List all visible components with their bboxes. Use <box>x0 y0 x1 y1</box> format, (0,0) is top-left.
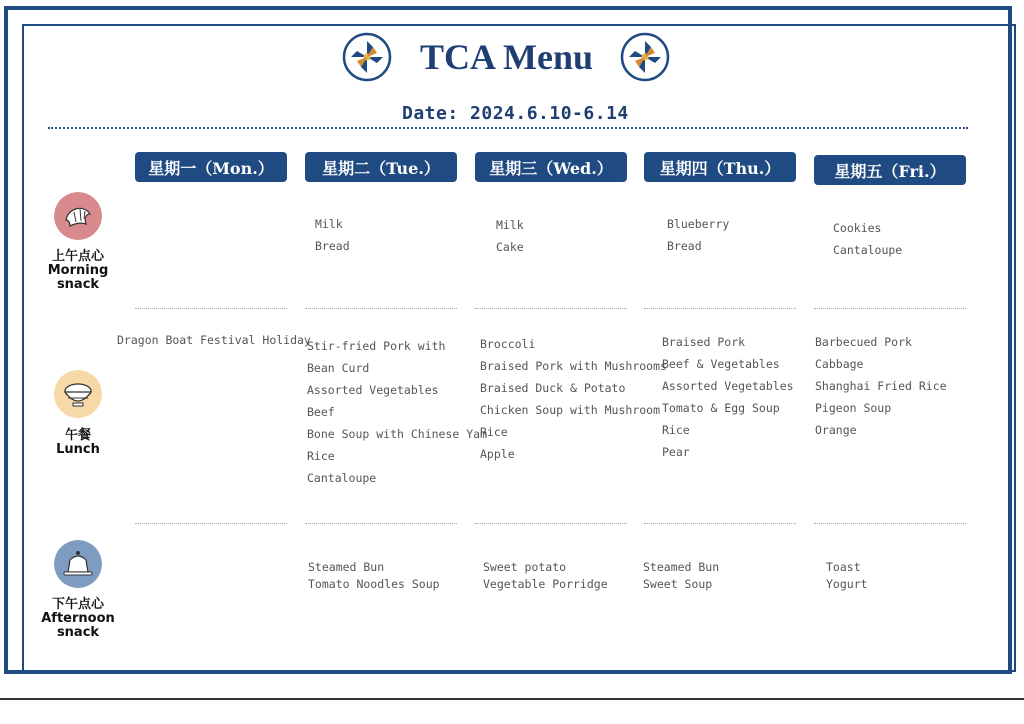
menu-item: Beef <box>307 405 335 419</box>
rice-bowl-icon <box>54 370 102 418</box>
menu-item: Braised Duck & Potato <box>480 381 626 395</box>
page-divider <box>0 698 1024 700</box>
row-separator <box>475 308 627 309</box>
afternoon-snack-wed <box>483 559 608 593</box>
menu-item: Cantaloupe <box>307 471 377 485</box>
morning-snack-en2: snack <box>56 277 100 292</box>
row-separator <box>135 308 287 309</box>
menu-item: Steamed Bun <box>308 560 385 574</box>
morning-snack-label <box>30 250 126 292</box>
row-separator <box>475 523 627 524</box>
menu-item: Orange <box>815 423 857 437</box>
menu-item: Assorted Vegetables <box>307 383 439 397</box>
menu-item: Toast <box>826 560 861 574</box>
menu-item: Rice <box>307 449 335 463</box>
row-separator <box>644 523 796 524</box>
menu-item: Rice <box>480 425 508 439</box>
afternoon-snack-tue <box>308 559 440 593</box>
row-separator <box>305 523 457 524</box>
menu-item: Braised Pork with Mushrooms <box>480 359 667 373</box>
menu-item: Sweet Soup <box>643 577 713 591</box>
menu-item: Vegetable Porridge <box>483 577 608 591</box>
day-header-mon: 星期一（Mon.） <box>135 152 287 182</box>
menu-item: Bread <box>315 239 350 253</box>
afternoon-snack-fri <box>826 559 868 593</box>
menu-item: Milk <box>315 217 343 231</box>
menu-item: Pear <box>662 445 690 459</box>
morning-snack-fri <box>833 217 902 261</box>
menu-item: Pigeon Soup <box>815 401 892 415</box>
day-header-tue: 星期二（Tue.） <box>305 152 457 182</box>
menu-item: Bean Curd <box>307 361 370 375</box>
menu-item: Cookies <box>833 221 882 235</box>
afternoon-snack-thu <box>643 559 719 593</box>
lunch-fri <box>815 331 947 441</box>
afternoon-snack-label <box>30 598 126 640</box>
lunch-label <box>30 429 126 457</box>
row-separator <box>305 308 457 309</box>
menu-item: Shanghai Fried Rice <box>815 379 947 393</box>
day-header-wed: 星期三（Wed.） <box>475 152 627 182</box>
pinwheel-logo-icon <box>342 32 392 82</box>
morning-snack-tue <box>315 213 350 257</box>
menu-item: Braised Pork <box>662 335 746 349</box>
afternoon-snack-en2: snack <box>56 625 100 640</box>
morning-snack-thu <box>667 213 729 257</box>
day-header-thu: 星期四（Thu.） <box>644 152 796 182</box>
menu-item: Bread <box>667 239 702 253</box>
afternoon-snack-en: Afternoon <box>41 611 115 626</box>
pinwheel-logo-icon <box>620 32 670 82</box>
row-separator <box>814 308 966 309</box>
menu-item: Chicken Soup with Mushroom <box>480 403 661 417</box>
lunch-tue <box>307 335 487 489</box>
pudding-icon <box>54 540 102 588</box>
lunch-mon <box>117 329 311 351</box>
lunch-thu <box>662 331 794 463</box>
lunch-zh: 午餐 <box>64 428 91 443</box>
morning-snack-zh: 上午点心 <box>51 249 104 264</box>
morning-snack-en: Morning <box>47 263 109 278</box>
menu-item: Bone Soup with Chinese Yam <box>307 427 488 441</box>
menu-item: Stir-fried Pork with <box>307 339 446 353</box>
menu-item: Tomato & Egg Soup <box>662 401 780 415</box>
row-separator <box>814 523 966 524</box>
menu-item: Sweet potato <box>483 560 567 574</box>
menu-item: Dragon Boat Festival Holiday <box>117 333 311 347</box>
menu-item: Apple <box>480 447 515 461</box>
menu-item: Cake <box>496 240 524 254</box>
lunch-en: Lunch <box>56 442 100 457</box>
menu-item: Beef & Vegetables <box>662 357 780 371</box>
menu-item: Milk <box>496 218 524 232</box>
menu-date: Date: 2024.6.10-6.14 <box>402 103 629 124</box>
lunch-wed <box>480 333 667 465</box>
row-separator <box>644 308 796 309</box>
header-divider <box>48 127 968 129</box>
menu-item: Barbecued Pork <box>815 335 912 349</box>
menu-item: Cabbage <box>815 357 864 371</box>
menu-item: Cantaloupe <box>833 243 903 257</box>
menu-item: Yogurt <box>826 577 868 591</box>
page-title: TCA Menu <box>420 37 594 77</box>
day-header-fri: 星期五（Fri.） <box>814 155 966 185</box>
morning-snack-wed <box>496 214 524 258</box>
menu-item: Rice <box>662 423 690 437</box>
menu-item: Steamed Bun <box>643 560 720 574</box>
croissant-icon <box>54 192 102 240</box>
menu-item: Blueberry <box>667 217 730 231</box>
menu-item: Tomato Noodles Soup <box>308 577 440 591</box>
header <box>0 28 1024 88</box>
row-separator <box>135 523 287 524</box>
menu-item: Assorted Vegetables <box>662 379 794 393</box>
afternoon-snack-zh: 下午点心 <box>51 597 104 612</box>
menu-item: Broccoli <box>480 337 536 351</box>
